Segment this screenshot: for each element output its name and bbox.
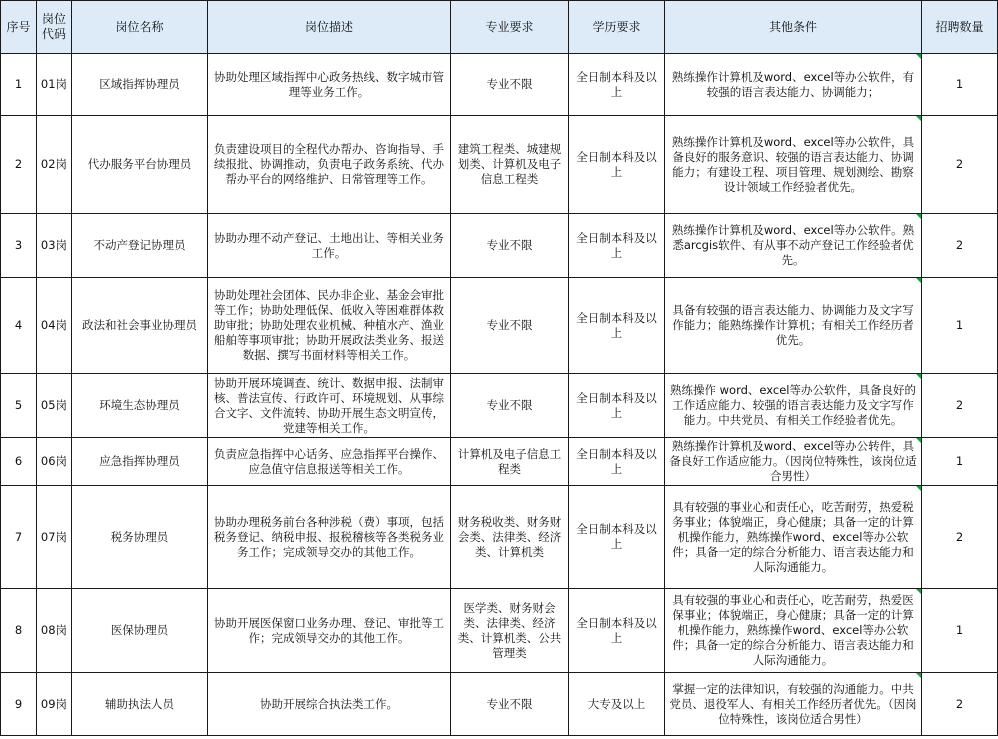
cell-name[interactable]: 区域指挥协理员 <box>72 54 208 116</box>
header-desc[interactable]: 岗位描述 <box>208 1 451 54</box>
cell-desc[interactable]: 协助开展综合执法类工作。 <box>208 673 451 736</box>
cell-other-text: 掌握一定的法律知识，有较强的沟通能力。中共党员、退役军人、有相关工作经历者优先。（因岗位特殊性，该岗位适合男性） <box>669 681 917 726</box>
cell-count[interactable]: 2 <box>922 214 998 278</box>
cell-code[interactable]: 08岗 <box>37 589 72 673</box>
cell-other[interactable] <box>665 116 922 214</box>
cell-code[interactable]: 01岗 <box>37 54 72 116</box>
cell-name[interactable]: 不动产登记协理员 <box>72 214 208 278</box>
cell-no[interactable]: 7 <box>1 486 37 589</box>
cell-edu[interactable]: 全日制本科及以上 <box>569 116 665 214</box>
cell-edu[interactable]: 全日制本科及以上 <box>569 374 665 438</box>
cell-name[interactable]: 医保协理员 <box>72 589 208 673</box>
table-row <box>1 278 998 374</box>
cell-name[interactable]: 税务协理员 <box>72 486 208 589</box>
cell-code[interactable]: 09岗 <box>37 673 72 736</box>
cell-other-text: 熟练操作 word、excel等办公软件，具备良好的工作适应能力、较强的语言表达能力及文字写作能力。中共党员、有相关工作经验者优先。 <box>670 383 916 427</box>
cell-other-text: 具备有较强的语言表达能力、协调能力及文字写作能力；能熟练操作计算机；有相关工作经历者优先。 <box>672 303 914 347</box>
table-row <box>1 214 998 278</box>
cell-no[interactable]: 4 <box>1 278 37 374</box>
comment-marker-icon <box>916 486 921 491</box>
cell-no[interactable]: 1 <box>1 54 37 116</box>
comment-marker-icon <box>916 116 921 121</box>
cell-code[interactable]: 03岗 <box>37 214 72 278</box>
cell-count[interactable]: 1 <box>922 278 998 374</box>
cell-other[interactable] <box>665 214 922 278</box>
cell-name[interactable]: 应急指挥协理员 <box>72 438 208 486</box>
header-count[interactable]: 招聘数量 <box>922 1 998 54</box>
cell-code[interactable]: 04岗 <box>37 278 72 374</box>
cell-desc[interactable]: 协助开展医保窗口业务办理、登记、审批等工作；完成领导交办的其他工作。 <box>208 589 451 673</box>
cell-edu[interactable]: 全日制本科及以上 <box>569 214 665 278</box>
cell-other[interactable] <box>665 54 922 116</box>
cell-name[interactable]: 政法和社会事业协理员 <box>72 278 208 374</box>
header-code[interactable]: 岗位代码 <box>37 1 72 54</box>
cell-major[interactable]: 专业不限 <box>451 673 569 736</box>
cell-major[interactable]: 专业不限 <box>451 214 569 278</box>
cell-desc[interactable]: 协助处理社会团体、民办非企业、基金会审批等工作；协助处理低保、低收入等困难群体救助审批；协助处理农业机械、种植水产、渔业船舶等事项审批；协助开展政法类业务、报送数据、撰写书面材料等相关工作。 <box>208 278 451 374</box>
cell-other[interactable] <box>665 374 922 438</box>
cell-count[interactable]: 1 <box>922 589 998 673</box>
comment-marker-icon <box>916 54 921 59</box>
cell-major[interactable]: 财务税收类、财务财会类、法律类、经济类、计算机类 <box>451 486 569 589</box>
cell-other[interactable] <box>665 589 922 673</box>
table-row <box>1 54 998 116</box>
comment-marker-icon <box>916 589 921 594</box>
cell-count[interactable]: 2 <box>922 486 998 589</box>
cell-count[interactable]: 2 <box>922 374 998 438</box>
cell-other-text: 熟练操作计算机及word、excel等办公软件，具备良好的服务意识、较强的语言表达能力、协调能力；有建设工程、项目管理、规划测绘、勘察设计领域工作经验者优先。 <box>671 134 915 194</box>
cell-major[interactable]: 医学类、财务财会类、法律类、经济类、计算机类、公共管理类 <box>451 589 569 673</box>
table-row <box>1 486 998 589</box>
table-row <box>1 589 998 673</box>
cell-edu[interactable]: 全日制本科及以上 <box>569 278 665 374</box>
table-row <box>1 374 998 438</box>
cell-major[interactable]: 建筑工程类、城建规划类、计算机及电子信息工程类 <box>451 116 569 214</box>
cell-no[interactable]: 9 <box>1 673 37 736</box>
cell-code[interactable]: 05岗 <box>37 374 72 438</box>
cell-no[interactable]: 5 <box>1 374 37 438</box>
cell-desc[interactable]: 协助开展环境调查、统计、数据申报、法制审核、普法宣传、行政许可、环境规划、从事综合文字、文件流转、协助开展生态文明宣传，党建等相关工作。 <box>208 374 451 438</box>
cell-count[interactable]: 2 <box>922 116 998 214</box>
cell-other[interactable] <box>665 438 922 486</box>
cell-edu[interactable]: 全日制本科及以上 <box>569 486 665 589</box>
cell-desc[interactable]: 负责应急指挥中心话务、应急指挥平台操作、应急值守信息报送等相关工作。 <box>208 438 451 486</box>
cell-code[interactable]: 02岗 <box>37 116 72 214</box>
cell-major[interactable]: 专业不限 <box>451 54 569 116</box>
cell-count[interactable]: 1 <box>922 54 998 116</box>
cell-other[interactable] <box>665 673 922 736</box>
cell-desc[interactable]: 负责建设项目的全程代办帮办、咨询指导、手续报批、协调推动，负责电子政务系统、代办帮办平台的网络维护、日常管理等工作。 <box>208 116 451 214</box>
comment-marker-icon <box>916 438 921 443</box>
header-name[interactable]: 岗位名称 <box>72 1 208 54</box>
cell-other[interactable] <box>665 486 922 589</box>
header-other[interactable]: 其他条件 <box>665 1 922 54</box>
cell-no[interactable]: 2 <box>1 116 37 214</box>
cell-major[interactable]: 专业不限 <box>451 374 569 438</box>
cell-desc[interactable]: 协助办理不动产登记、土地出让、等相关业务工作。 <box>208 214 451 278</box>
cell-other-text: 熟练操作计算机及word、excel等办公转件，具备良好工作适应能力。（因岗位特殊性，该岗位适合男性） <box>669 439 917 483</box>
cell-name[interactable]: 代办服务平台协理员 <box>72 116 208 214</box>
table-row <box>1 438 998 486</box>
comment-marker-icon <box>916 374 921 379</box>
header-edu[interactable]: 学历要求 <box>569 1 665 54</box>
cell-edu[interactable]: 全日制本科及以上 <box>569 589 665 673</box>
cell-desc[interactable]: 协助处理区域指挥中心政务热线、数字城市管理等业务工作。 <box>208 54 451 116</box>
comment-marker-icon <box>916 278 921 283</box>
cell-name[interactable]: 辅助执法人员 <box>72 673 208 736</box>
cell-count[interactable]: 1 <box>922 438 998 486</box>
cell-no[interactable]: 6 <box>1 438 37 486</box>
comment-marker-icon <box>916 673 921 678</box>
cell-other-text: 具有较强的事业心和责任心，吃苦耐劳，热爱税务事业；体貌端正，身心健康；具备一定的计算机操作能力，熟练操作word、excel等办公软件；具备一定的综合分析能力、语言表达能力和人际沟通能力。 <box>672 499 914 574</box>
cell-code[interactable]: 06岗 <box>37 438 72 486</box>
cell-major[interactable]: 专业不限 <box>451 278 569 374</box>
cell-code[interactable]: 07岗 <box>37 486 72 589</box>
header-major[interactable]: 专业要求 <box>451 1 569 54</box>
cell-other-text: 熟练操作计算机及word、excel等办公软件。熟悉arcgis软件、有从事不动产登记工作经验者优先。 <box>671 223 915 267</box>
cell-no[interactable]: 3 <box>1 214 37 278</box>
comment-marker-icon <box>916 214 921 219</box>
header-no[interactable]: 序号 <box>1 1 37 54</box>
cell-other-text: 具有较强的事业心和责任心，吃苦耐劳，热爱医保事业；体貌端正，身心健康；具备一定的计算机操作能力，熟练操作word、excel等办公软件；具备一定的综合分析能力、语言表达能力和人际沟通能力。 <box>672 593 914 667</box>
table-row <box>1 116 998 214</box>
cell-name[interactable]: 环境生态协理员 <box>72 374 208 438</box>
cell-no[interactable]: 8 <box>1 589 37 673</box>
cell-count[interactable]: 2 <box>922 673 998 736</box>
cell-desc[interactable]: 协助办理税务前台各种涉税（费）事项，包括税务登记、纳税申报、报税稽核等各类税务业务工作；完成领导交办的其他工作。 <box>208 486 451 589</box>
cell-other-text: 熟练操作计算机及word、excel等办公软件，有较强的语言表达能力、协调能力； <box>671 69 915 99</box>
cell-other[interactable] <box>665 278 922 374</box>
table-row <box>1 673 998 736</box>
cell-major[interactable]: 计算机及电子信息工程类 <box>451 438 569 486</box>
cell-edu[interactable]: 大专及以上 <box>569 673 665 736</box>
cell-edu[interactable]: 全日制本科及以上 <box>569 438 665 486</box>
cell-edu[interactable]: 全日制本科及以上 <box>569 54 665 116</box>
header-row <box>1 1 998 54</box>
